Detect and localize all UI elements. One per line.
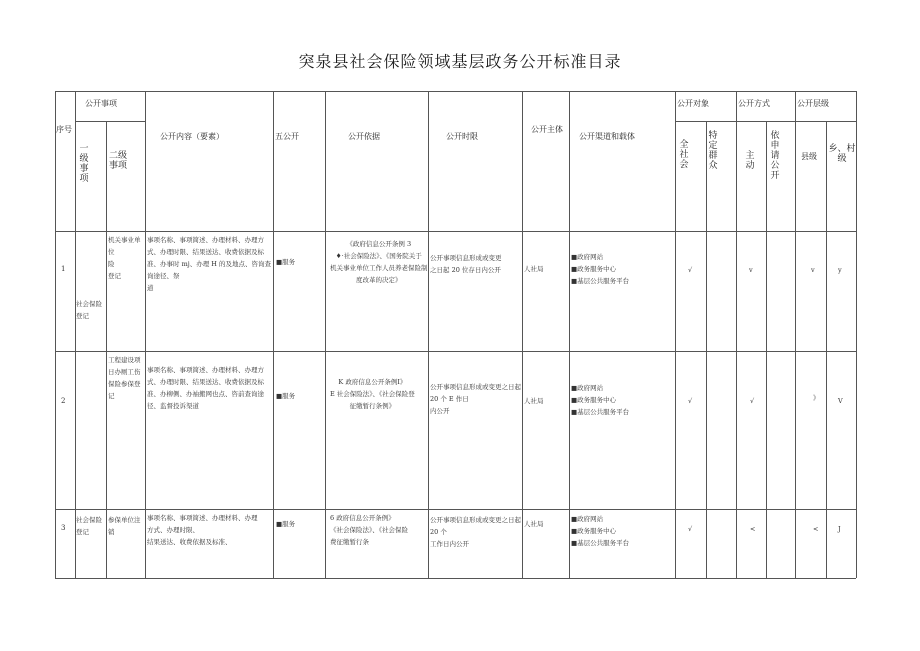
header-content: 公开内容（要素） — [160, 132, 224, 141]
header-basis: 公开依据 — [348, 132, 380, 141]
row-short: ■服务 — [276, 520, 296, 528]
row-content: 事项名称、事项简述、办理材料、办理方 式、办理时限、结果送达、收费依据及标 准、办事时 mj、办理 H 的及地点、咨询查 询途径、祭 道 — [147, 236, 272, 292]
row-level2: 参保单位注 销 — [108, 516, 141, 536]
row-all-mark: √ — [688, 525, 693, 533]
row-timelimit: 公开事项信息形成或变更 之日起 20 位存日内公开 — [430, 254, 502, 274]
row-village-mark: J — [838, 525, 841, 533]
row-subject: 人社局 — [524, 520, 544, 528]
row-channel: ■政府网站 ■政务服务中心 ■基层公共服务平台 — [571, 253, 630, 285]
header-level-county: 县级 — [801, 152, 817, 161]
row-channel: ■政府网站 ■政务服务中心 ■基层公共服务平台 — [571, 515, 630, 547]
row-village-mark: V — [838, 397, 843, 405]
header-basis-short: 五公开 — [275, 132, 299, 141]
row-subject: 人社局 — [524, 397, 544, 405]
row-subject: 人社局 — [524, 265, 544, 273]
header-item: 公开事项 — [85, 99, 117, 108]
row-timelimit: 公开事项信息形成或变更之日起 20 个 E 作日 内公开 — [430, 383, 521, 415]
row-basis: 《政府信息公开条例 3 ♦·社会保险法》、《国务院关于 机关事业单位工作人员养老保险制 度改革的决定》 — [330, 240, 428, 284]
header-target: 公开对象 — [677, 99, 709, 108]
row-all-mark: √ — [688, 397, 693, 405]
row-seq: 2 — [61, 397, 66, 405]
row-content: 事项名称、事项简述、办理材料、办理 方式、办理时限、 结果送达、收费依据及标准、 — [147, 514, 258, 546]
header-subject: 公开主体 — [531, 125, 563, 134]
row-level1: 社会保险登记 — [76, 516, 102, 536]
row-county-mark: v — [811, 266, 815, 274]
header-level-village: 乡、村级 — [828, 144, 856, 164]
row-level1: 社会保险登记 — [76, 300, 102, 320]
row-timelimit: 公开事项信息形成或变更之日起 20 个 工作日内公开 — [430, 516, 521, 548]
header-target-all: 全社会 — [679, 140, 689, 170]
header-level1: 一级事项 — [79, 144, 89, 184]
header-mode-active: 主动 — [745, 151, 755, 171]
row-level2: 机关事业单 位 险 登记 — [108, 236, 141, 280]
row-channel: ■政府网站 ■政务服务中心 ■基层公共服务平台 — [571, 384, 630, 416]
row-short: ■服务 — [276, 392, 296, 400]
header-channel: 公开渠道和载体 — [579, 132, 635, 141]
row-village-mark: y — [838, 266, 842, 274]
header-mode-request: 依申请公开 — [770, 131, 780, 181]
row-all-mark: √ — [688, 266, 693, 274]
row-seq: 3 — [61, 524, 66, 532]
row-level2: 工程建设项 日办厕工伤 保险参保登 记 — [108, 356, 141, 400]
row-county-mark: < — [813, 525, 819, 533]
row-seq: 1 — [61, 265, 66, 273]
header-level: 公开层级 — [797, 99, 829, 108]
row-basis: K 政府信息公开条例I》 E 社会保险法》、《社会保险登 征缴暂行条例》 — [330, 378, 415, 410]
row-active-mark: √ — [750, 397, 755, 405]
row-active-mark: < — [750, 525, 756, 533]
row-county-mark: 》 — [813, 394, 820, 402]
header-timelimit: 公开时限 — [446, 132, 478, 141]
row-basis: 6 政府信息公开条例》 《社会保险法》、《社会保险 费征缴暂行条 — [330, 514, 408, 546]
header-target-specific: 特定群众 — [708, 131, 718, 171]
header-seq: 序号 — [56, 125, 72, 134]
row-short: ■服务 — [276, 258, 296, 266]
header-mode: 公开方式 — [738, 99, 770, 108]
row-active-mark: v — [749, 266, 753, 274]
row-content: 事项名称、事项简述、办理材料、办理方 式、办理时限、结果送达、收费依据及标 准、办柳侧、办袖搬网也点、咨前查询途 径、监督投诉渠道 — [147, 366, 264, 410]
header-level2: 二级事项 — [108, 151, 127, 171]
page-title: 突泉县社会保险领域基层政务公开标准目录 — [298, 52, 622, 71]
